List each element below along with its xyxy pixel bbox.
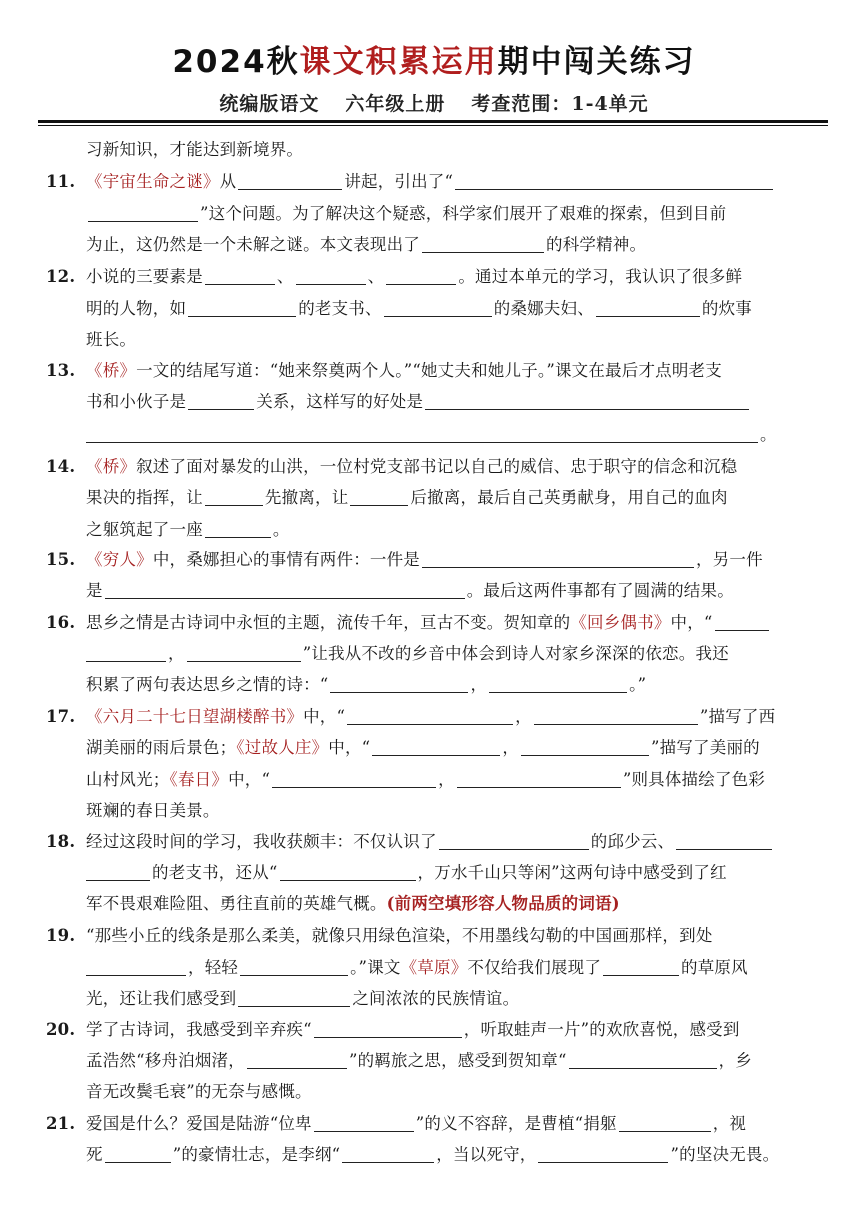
q11-line2: ”这个问题。为了解决这个疑惑，科学家们展开了艰难的探索，但到目前 — [86, 202, 726, 226]
q21-blank-2[interactable] — [619, 1113, 711, 1132]
q12-blank-2[interactable] — [296, 266, 366, 285]
q21-blank-4[interactable] — [342, 1144, 434, 1163]
q19-blank-1[interactable] — [86, 957, 186, 976]
q13-blank-3[interactable] — [86, 424, 758, 443]
q19-line1: “那些小丘的线条是那么柔美，就像只用绿色渲染，不用墨线勾勒的中国画那样，到处 — [86, 926, 713, 945]
q10-tail: 习新知识，才能达到新境界。 — [86, 140, 304, 159]
q16-blank-3[interactable] — [330, 674, 468, 693]
q16-blank-2[interactable] — [187, 643, 301, 662]
q20-line3: 音无改鬓毛衰”的无奈与感慨。 — [86, 1082, 312, 1101]
q17-blank-5[interactable] — [272, 769, 436, 788]
q16-book-title: 《回乡偶书》 — [570, 613, 671, 632]
q15-book-title: 《穷人》 — [86, 550, 153, 569]
q13-blank-1[interactable] — [188, 391, 254, 410]
q17-blank-4[interactable] — [521, 737, 649, 756]
q11-line3: 为止，这仍然是一个未解之谜。本文表现出了 的科学精神。 — [86, 235, 647, 254]
q20-blank-2[interactable] — [247, 1050, 347, 1069]
q18-number: 18. — [46, 832, 76, 851]
q19-number: 19. — [46, 926, 76, 945]
q17-book-title-3: 《春日》 — [169, 770, 229, 789]
q19-line2: ，轻轻 。”课文《草原》不仅给我们展现了 的草原风 — [86, 956, 748, 980]
q12-blank-1[interactable] — [205, 266, 275, 285]
grade-label: 六年级上册 — [345, 93, 446, 115]
q14-book-title: 《桥》 — [86, 457, 137, 476]
q17-number: 17. — [46, 707, 76, 726]
q12-number: 12. — [46, 267, 76, 286]
q14-blank-2[interactable] — [350, 487, 408, 506]
q21-line1: 爱国是什么？爱国是陆游“位卑 ”的义不容辞，是曹植“捐躯 ，视 — [86, 1114, 747, 1133]
q18-line2: 的老支书，还从“ ，万水千山只等闲”这两句诗中感受到了红 — [86, 861, 727, 885]
q16-blank-4[interactable] — [489, 674, 627, 693]
q11-book-title: 《宇宙生命之谜》 — [86, 172, 220, 191]
title-highlight: 课文积累运用 — [299, 44, 498, 80]
q13-line1: 《桥》一文的结尾写道：“她来祭奠两个人。”“她丈夫和她儿子。”课文在最后才点明老支 — [86, 361, 722, 380]
q17-blank-6[interactable] — [457, 769, 621, 788]
edition-label: 统编版语文 — [219, 93, 320, 115]
q16-blank-1b[interactable] — [86, 643, 166, 662]
q11-blank-2b[interactable] — [88, 203, 198, 222]
title-suffix: 期中闯关练习 — [497, 44, 696, 80]
q21-blank-3[interactable] — [105, 1144, 171, 1163]
q21-blank-1[interactable] — [314, 1113, 414, 1132]
q17-line2: 湖美丽的雨后景色；《过故人庄》中，“ ， ”描写了美丽的 — [86, 738, 760, 757]
q20-line2: 孟浩然“移舟泊烟渚， ”的羁旅之思，感受到贺知章“ ，乡 — [86, 1051, 753, 1070]
q17-line1: 《六月二十七日望湖楼醉书》中，“ ， ”描写了西 — [86, 707, 776, 726]
q12-blank-4[interactable] — [188, 298, 296, 317]
q18-blank-2b[interactable] — [86, 862, 150, 881]
q18-line3: 军不畏艰难险阻、勇往直前的英雄气概。(前两空填形容人物品质的词语) — [86, 894, 620, 913]
q18-blank-3[interactable] — [280, 862, 416, 881]
q12-line2: 明的人物，如 的老支书、 的桑娜夫妇、 的炊事 — [86, 299, 753, 318]
q18-blank-2[interactable] — [676, 831, 772, 850]
q13-book-title: 《桥》 — [86, 361, 137, 380]
q14-line1: 《桥》叙述了面对暴发的山洪，一位村党支部书记以自己的威信、忠于职守的信念和沉稳 — [86, 457, 738, 476]
q19-blank-4[interactable] — [238, 988, 350, 1007]
q12-blank-6[interactable] — [596, 298, 700, 317]
q11-blank-3[interactable] — [422, 234, 544, 253]
q14-blank-1[interactable] — [205, 487, 263, 506]
q19-line3: 光，还让我们感受到 之间浓浓的民族情谊。 — [86, 989, 520, 1008]
q13-blank-2[interactable] — [425, 391, 749, 410]
q14-line3: 之躯筑起了一座 。 — [86, 520, 290, 539]
q16-line1: 思乡之情是古诗词中永恒的主题，流传千年，亘古不变。贺知章的《回乡偶书》中，“ — [86, 611, 771, 635]
scope-label: 考查范围：1-4单元 — [471, 93, 649, 115]
q14-blank-3[interactable] — [205, 519, 271, 538]
q18-blank-1[interactable] — [439, 831, 589, 850]
q11-blank-1[interactable] — [238, 171, 342, 190]
q19-blank-3[interactable] — [603, 957, 679, 976]
q16-blank-1[interactable] — [715, 612, 769, 631]
q14-line2: 果决的指挥，让 先撤离，让 后撤离，最后自己英勇献身，用自己的血肉 — [86, 488, 728, 507]
q21-number: 21. — [46, 1114, 76, 1133]
q11-line1: 《宇宙生命之谜》从 讲起，引出了“ — [86, 170, 775, 194]
q11-number: 11. — [46, 172, 76, 191]
q13-line3: 。 — [86, 423, 777, 447]
q17-book-title-1: 《六月二十七日望湖楼醉书》 — [86, 707, 304, 726]
title-year: 2024秋 — [172, 44, 300, 80]
q17-blank-2[interactable] — [534, 706, 698, 725]
q15-line1: 《穷人》中，桑娜担心的事情有两件：一件是 ，另一件 — [86, 550, 763, 569]
q13-line2: 书和小伙子是 关系，这样写的好处是 — [86, 390, 751, 414]
q12-line1: 小说的三要素是 、 、 。通过本单元的学习，我认识了很多鲜 — [86, 267, 743, 286]
q17-blank-3[interactable] — [372, 737, 500, 756]
q12-blank-5[interactable] — [384, 298, 492, 317]
q18-line1: 经过这段时间的学习，我收获颇丰：不仅认识了 的邱少云、 — [86, 830, 774, 854]
q13-number: 13. — [46, 361, 76, 380]
q17-line3: 山村风光；《春日》中，“ ， ”则具体描绘了色彩 — [86, 770, 766, 789]
q17-blank-1[interactable] — [347, 706, 513, 725]
q15-blank-1[interactable] — [422, 549, 694, 568]
q16-number: 16. — [46, 613, 76, 632]
q17-book-title-2: 《过故人庄》 — [236, 738, 329, 757]
q15-blank-2[interactable] — [105, 580, 465, 599]
q16-line2: ， ”让我从不改的乡音中体会到诗人对家乡深深的依恋。我还 — [86, 642, 729, 666]
q20-line1: 学了古诗词，我感受到辛弃疾“ ，听取蛙声一片”的欢欣喜悦，感受到 — [86, 1020, 740, 1039]
q20-number: 20. — [46, 1020, 76, 1039]
q11-blank-2[interactable] — [455, 171, 773, 190]
q15-number: 15. — [46, 550, 76, 569]
q14-number: 14. — [46, 457, 76, 476]
q15-line2: 是 。最后这两件事都有了圆满的结果。 — [86, 581, 734, 600]
q18-note: (前两空填形容人物品质的词语) — [386, 894, 620, 913]
q20-blank-1[interactable] — [314, 1019, 462, 1038]
q17-line4: 斑斓的春日美景。 — [86, 801, 220, 820]
q20-blank-3[interactable] — [569, 1050, 717, 1069]
q19-book-title: 《草原》 — [400, 958, 468, 977]
q12-blank-3[interactable] — [386, 266, 456, 285]
q21-line2: 死 ”的豪情壮志，是李纲“ ，当以死守， ”的坚决无畏。 — [86, 1145, 780, 1164]
q19-blank-2[interactable] — [240, 957, 348, 976]
q16-line3: 积累了两句表达思乡之情的诗：“ ， 。” — [86, 675, 647, 694]
q21-blank-5[interactable] — [538, 1144, 668, 1163]
q12-line3: 班长。 — [86, 330, 137, 349]
